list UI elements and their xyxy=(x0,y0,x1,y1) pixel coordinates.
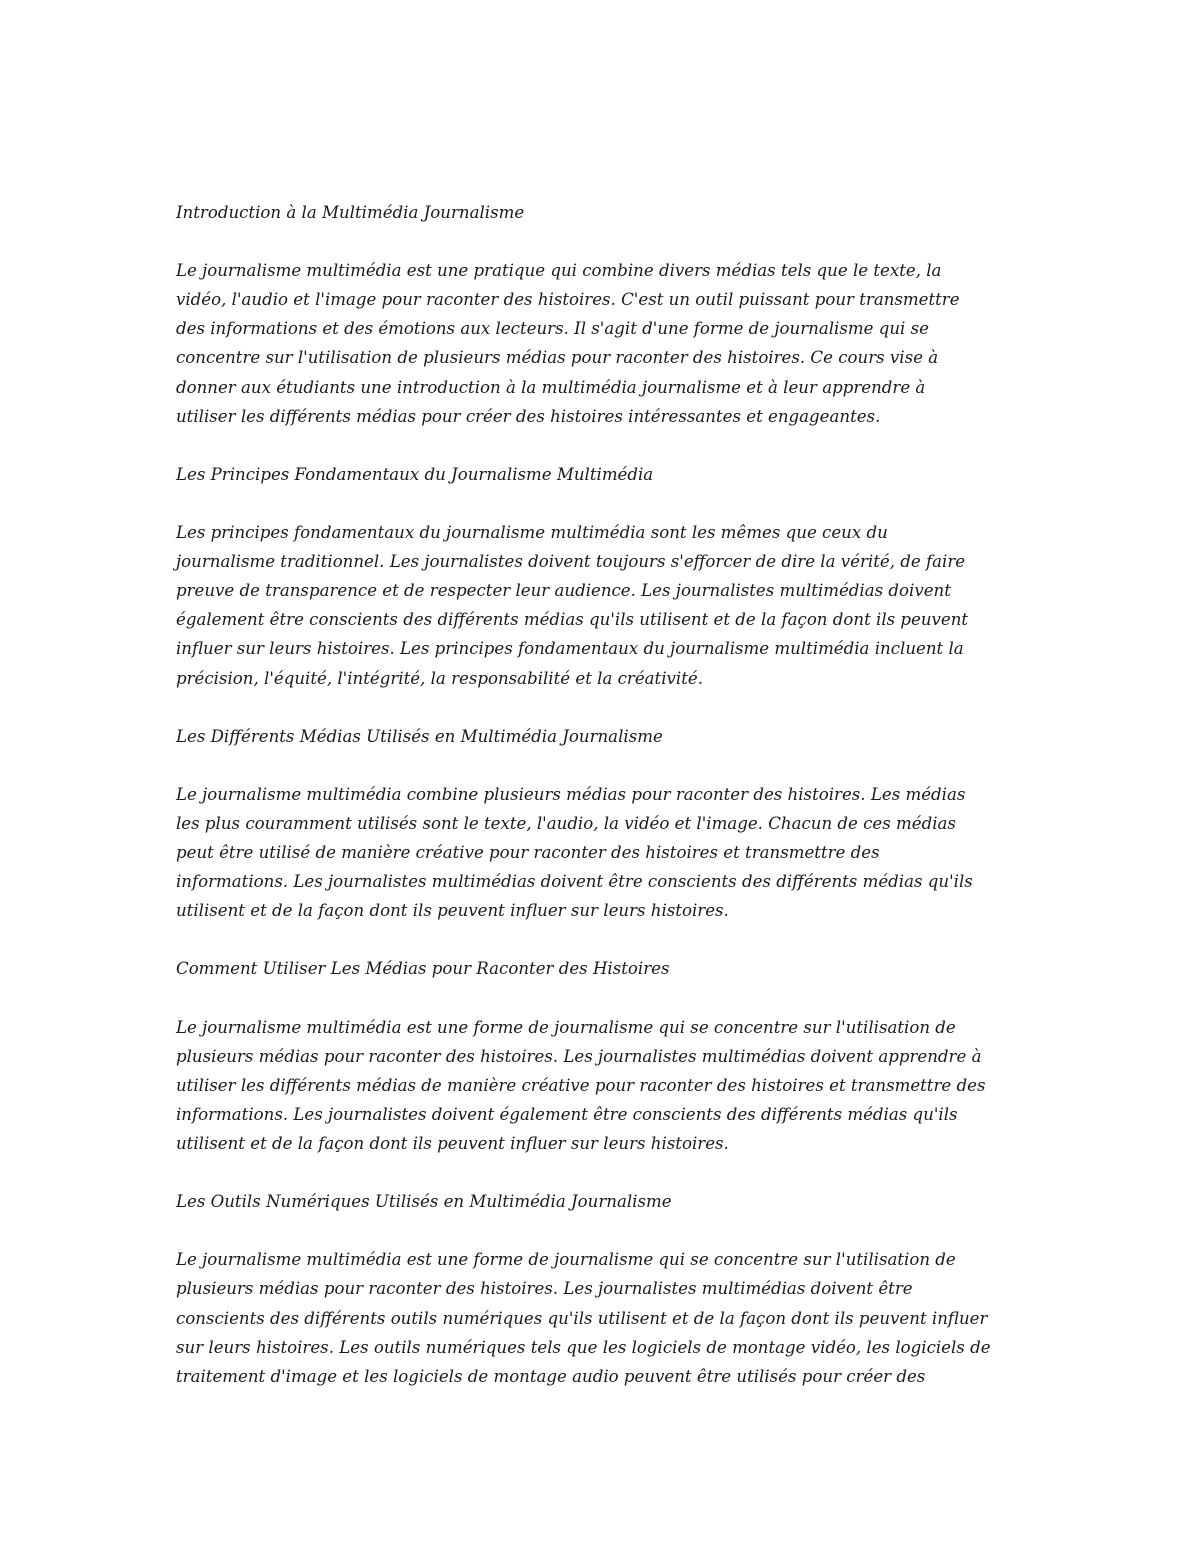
paragraph-line: sur leurs histoires. Les outils numériques tels que les logiciels de montage vidéo, les logiciels de xyxy=(176,1337,991,1357)
section-heading: Comment Utiliser Les Médias pour Raconter des Histoires xyxy=(176,959,670,979)
paragraph-line: vidéo, l'audio et l'image pour raconter des histoires. C'est un outil puissant pour transmettre xyxy=(176,290,960,310)
section-paragraph xyxy=(176,1245,1036,1390)
paragraph-line: plusieurs médias pour raconter des histoires. Les journalistes multimédias doivent être xyxy=(176,1279,913,1299)
paragraph-line: concentre sur l'utilisation de plusieurs médias pour raconter des histoires. Ce cours vise à xyxy=(176,348,939,368)
paragraph-line: plusieurs médias pour raconter des histoires. Les journalistes multimédias doivent apprendre à xyxy=(176,1046,982,1066)
document-page xyxy=(176,198,1036,1420)
paragraph-line: conscients des différents outils numériques qu'ils utilisent et de la façon dont ils peuvent influer xyxy=(176,1308,988,1328)
paragraph-line: preuve de transparence et de respecter leur audience. Les journalistes multimédias doivent xyxy=(176,581,951,601)
paragraph-line: Le journalisme multimédia est une forme de journalisme qui se concentre sur l'utilisation de xyxy=(176,1017,956,1037)
section-paragraph xyxy=(176,1013,1036,1158)
paragraph-line: utilisent et de la façon dont ils peuvent influer sur leurs histoires. xyxy=(176,1134,729,1153)
section-heading: Introduction à la Multimédia Journalisme xyxy=(176,203,525,222)
section-paragraph xyxy=(176,256,1036,431)
paragraph-line: peut être utilisé de manière créative pour raconter des histoires et transmettre des xyxy=(176,843,880,863)
paragraph-line: utiliser les différents médias pour créer des histoires intéressantes et engageantes. xyxy=(176,406,881,426)
paragraph-line: précision, l'équité, l'intégrité, la responsabilité et la créativité. xyxy=(176,668,703,688)
paragraph-line: journalisme traditionnel. Les journalistes doivent toujours s'efforcer de dire la vérité, de faire xyxy=(176,552,966,572)
paragraph-line: informations. Les journalistes doivent également être conscients des différents médias qu'ils xyxy=(176,1104,958,1124)
paragraph-line: Le journalisme multimédia est une pratique qui combine divers médias tels que le texte, la xyxy=(176,261,942,281)
section-paragraph xyxy=(176,780,1036,925)
paragraph-line: Le journalisme multimédia est une forme de journalisme qui se concentre sur l'utilisation de xyxy=(176,1250,956,1270)
section-heading: Les Différents Médias Utilisés en Multimédia Journalisme xyxy=(176,726,663,746)
paragraph-line: Les principes fondamentaux du journalisme multimédia sont les mêmes que ceux du xyxy=(176,523,888,543)
paragraph-line: donner aux étudiants une introduction à la multimédia journalisme et à leur apprendre à xyxy=(176,377,926,397)
paragraph-line: utiliser les différents médias de manière créative pour raconter des histoires et transmettre des xyxy=(176,1075,986,1095)
section-paragraph xyxy=(176,518,1036,693)
paragraph-line: des informations et des émotions aux lecteurs. Il s'agit d'une forme de journalisme qui se xyxy=(176,319,929,339)
paragraph-line: également être conscients des différents médias qu'ils utilisent et de la façon dont ils peuvent xyxy=(176,610,969,630)
paragraph-line: informations. Les journalistes multimédias doivent être conscients des différents médias qu'ils xyxy=(176,872,973,892)
section-heading: Les Principes Fondamentaux du Journalisme Multimédia xyxy=(176,464,654,484)
paragraph-line: traitement d'image et les logiciels de montage audio peuvent être utilisés pour créer des xyxy=(176,1366,926,1386)
paragraph-line: les plus couramment utilisés sont le texte, l'audio, la vidéo et l'image. Chacun de ces médias xyxy=(176,813,956,833)
paragraph-line: Le journalisme multimédia combine plusieurs médias pour raconter des histoires. Les médias xyxy=(176,784,966,804)
paragraph-line: influer sur leurs histoires. Les principes fondamentaux du journalisme multimédia incluent la xyxy=(176,639,964,659)
paragraph-line: utilisent et de la façon dont ils peuvent influer sur leurs histoires. xyxy=(176,901,729,921)
section-heading: Les Outils Numériques Utilisés en Multimédia Journalisme xyxy=(176,1192,672,1212)
